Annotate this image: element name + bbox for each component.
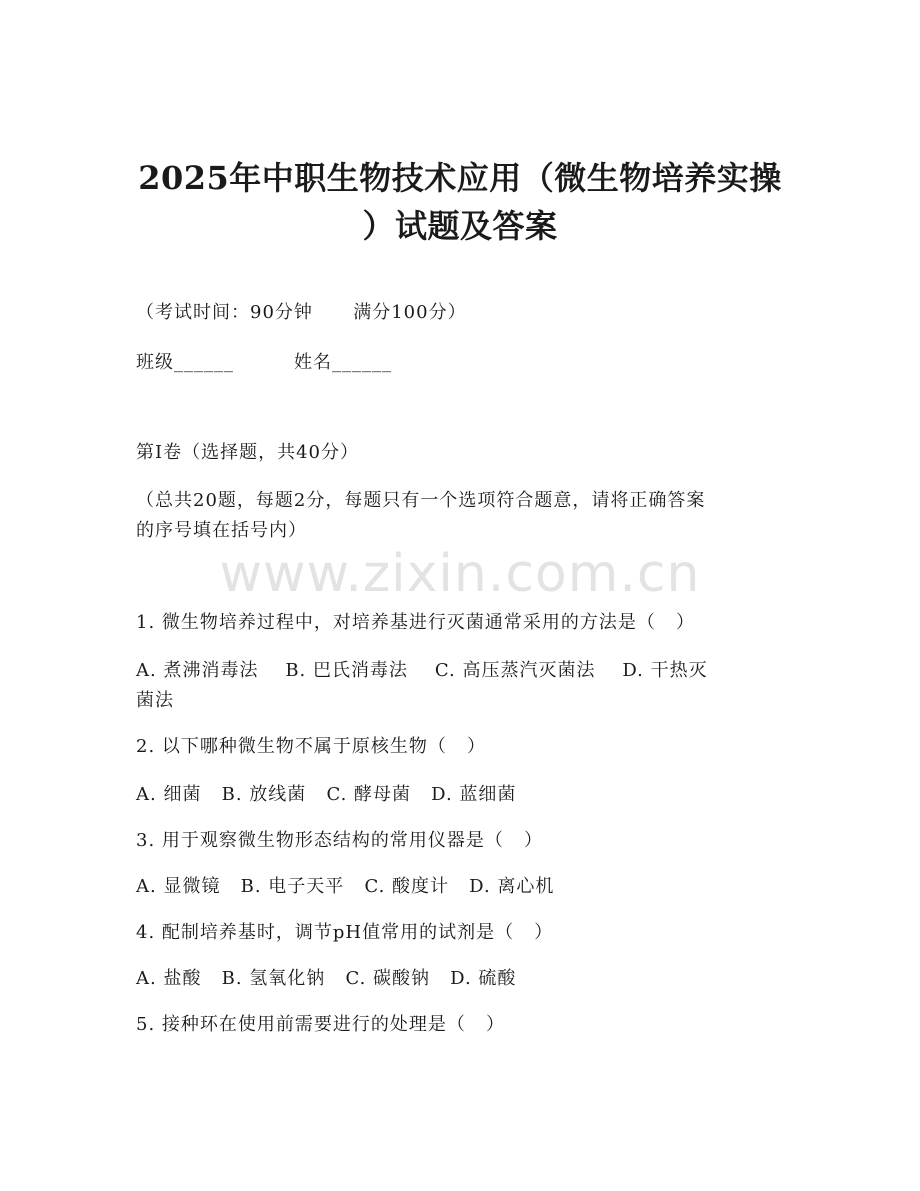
question-2-stem: 2. 以下哪种微生物不属于原核生物（ ） <box>136 736 487 757</box>
question-4-stem: 4. 配制培养基时，调节pH值常用的试剂是（ ） <box>136 922 554 943</box>
instructions-line-1: （总共20题，每题2分，每题只有一个选项符合题意，请将正确答案 <box>136 490 706 511</box>
question-1-stem: 1. 微生物培养过程中，对培养基进行灭菌通常采用的方法是（ ） <box>136 612 696 633</box>
question-3-options: A. 显微镜 B. 电子天平 C. 酸度计 D. 离心机 <box>136 876 555 897</box>
document-title-line-1: 2025年中职生物技术应用（微生物培养实操 <box>138 159 782 197</box>
name-field-label: 姓名______ <box>294 352 392 373</box>
question-1-options-continued: 菌法 <box>136 690 174 711</box>
watermark: www.zixin.com.cn <box>219 544 701 604</box>
exam-info: （考试时间：90分钟 满分100分） <box>136 302 467 323</box>
question-5-stem: 5. 接种环在使用前需要进行的处理是（ ） <box>136 1014 506 1035</box>
section-title: 第I卷（选择题，共40分） <box>136 442 360 463</box>
question-3-stem: 3. 用于观察微生物形态结构的常用仪器是（ ） <box>136 830 544 851</box>
instructions-line-2: 的序号填在括号内） <box>136 520 307 541</box>
question-4-options: A. 盐酸 B. 氢氧化钠 C. 碳酸钠 D. 硫酸 <box>136 968 517 989</box>
question-1-options: A. 煮沸消毒法 B. 巴氏消毒法 C. 高压蒸汽灭菌法 D. 干热灭 <box>136 660 708 681</box>
document-title-line-2: ）试题及答案 <box>362 207 558 245</box>
question-2-options: A. 细菌 B. 放线菌 C. 酵母菌 D. 蓝细菌 <box>136 784 517 805</box>
class-field-label: 班级______ <box>136 352 234 373</box>
